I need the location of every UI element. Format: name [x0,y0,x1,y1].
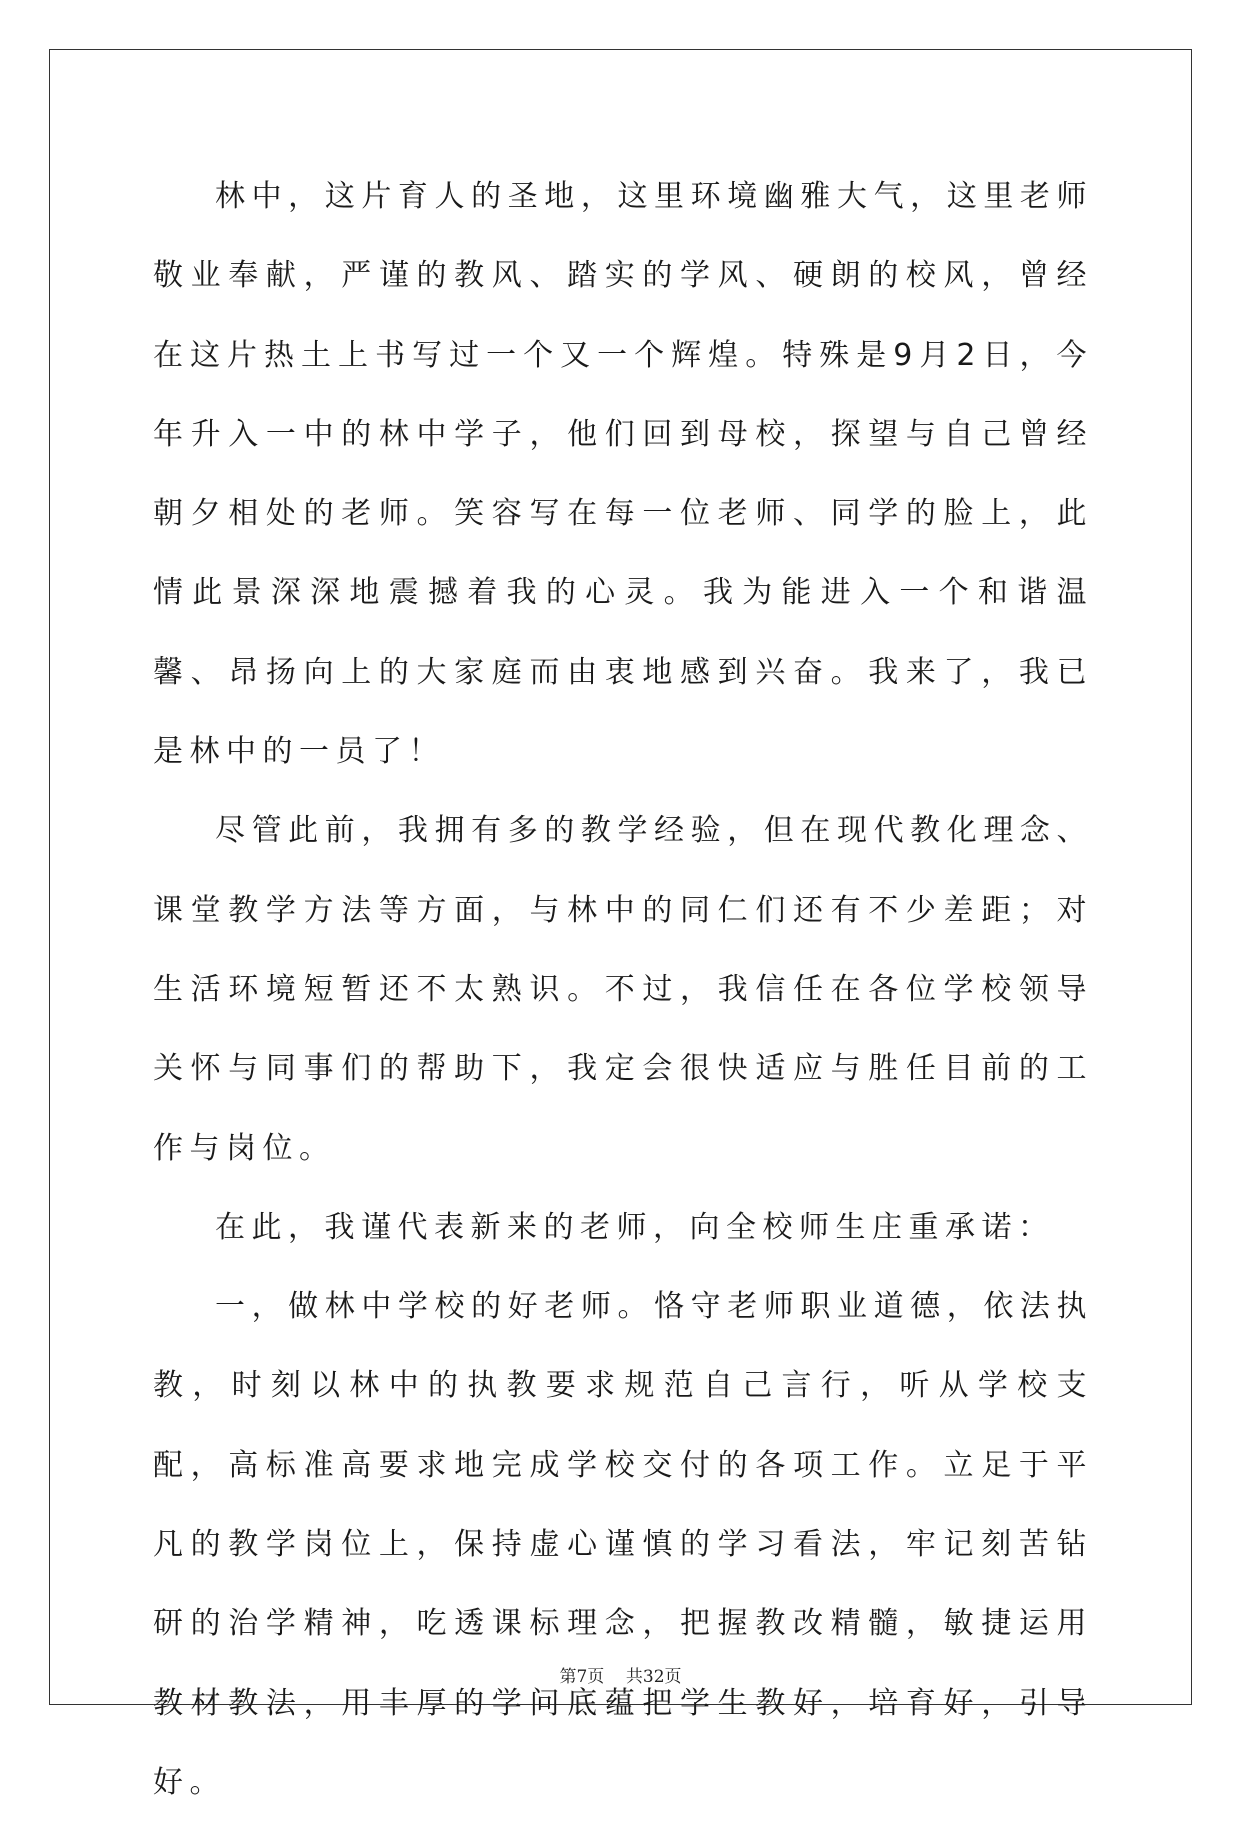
paragraph-1: 林中，这片育人的圣地，这里环境幽雅大气，这里老师敬业奉献，严谨的教风、踏实的学风、硬朗的校风，曾经在这片热土上书写过一个又一个辉煌。特殊是9月2日，今年升入一中的林中学子，他们回到母校，探望与自己曾经朝夕相处的老师。笑容写在每一位老师、同学的脸上，此情此景深深地震撼着我的心灵。我为能进入一个和谐温馨、昂扬向上的大家庭而由衷地感到兴奋。我来了，我已是林中的一员了！ [153,179,1093,770]
paragraph-3: 在此，我谨代表新来的老师，向全校师生庄重承诺： [215,1209,1055,1245]
paragraph-4: 一，做林中学校的好老师。恪守老师职业道德，依法执教，时刻以林中的执教要求规范自己言行，听从学校支配，高标准高要求地完成学校交付的各项工作。立足于平凡的教学岗位上，保持虚心谨慎的学习看法，牢记刻苦钻研的治学精神，吃透课标理念，把握教改精髓，敏捷运用教材教法，用丰厚的学问底蕴把学生教好，培育好，引导好。 [153,1289,1093,1800]
document-body [153,157,1093,1822]
page-number-footer: 第7页 共32页 [559,1667,682,1687]
paragraph-2: 尽管此前，我拥有多的教学经验，但在现代教化理念、课堂教学方法等方面，与林中的同仁们还有不少差距；对生活环境短暂还不太熟识。不过，我信任在各位学校领导关怀与同事们的帮助下，我定会很快适应与胜任目前的工作与岗位。 [153,813,1093,1166]
